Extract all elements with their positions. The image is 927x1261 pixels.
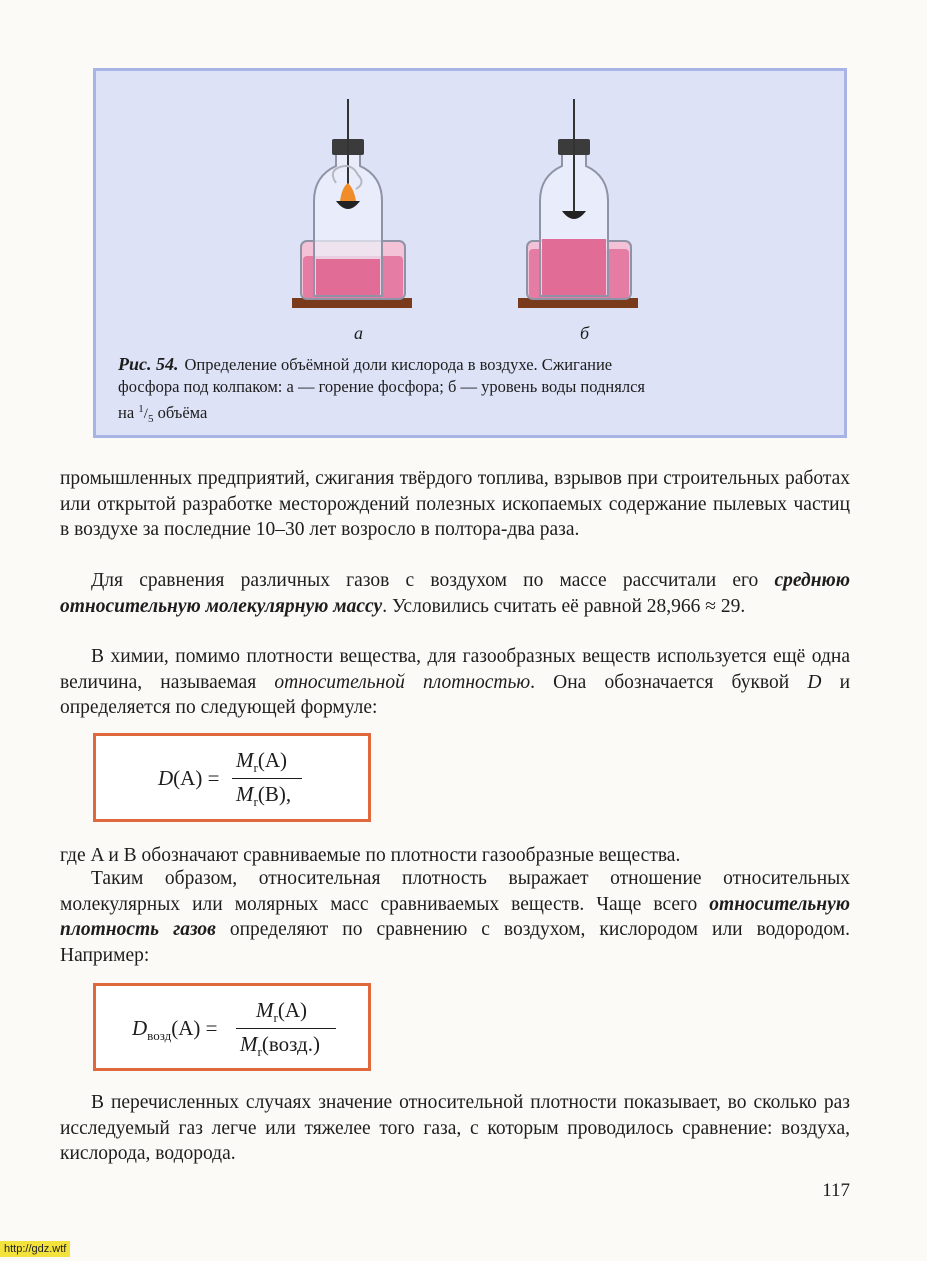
paragraph-6: В перечисленных случаях значение относительной плотности показывает, во сколько раз исследуемый газ легче или тяжелее того газа, с которым проводилось сравнение: воздуха, кислорода, водорода. xyxy=(60,1092,850,1164)
caption-line-2: фосфора под колпаком: а — горение фосфора; б — уровень воды поднялся xyxy=(118,377,645,396)
formula-box-1 xyxy=(93,733,371,822)
water-inside-b xyxy=(542,239,606,295)
formula-1-denominator: $M_r(B)$, xyxy=(236,782,292,810)
label-b: б xyxy=(580,323,590,343)
formula-2-numerator: $M_r(A)$ xyxy=(256,998,307,1026)
paragraph-5: Таким образом, относительная плотность выражает отношение относительных молекулярных или молярных масс сравниваемых веществ. Чаще всего относительную плотность газов определяют по сравнению с воздухом, кислородом или водородом. Например: xyxy=(60,868,850,966)
label-a: а xyxy=(354,323,363,343)
caption-line-3-suffix: объёма xyxy=(157,403,208,422)
figure-caption xyxy=(118,353,808,430)
apparatus-a xyxy=(292,99,412,308)
formula-1-numerator: $M_r(A)$ xyxy=(236,748,287,776)
formula-2-lhs: $D_{возд}(A)$ = xyxy=(132,1016,218,1044)
paragraph-1: промышленных предприятий, сжигания твёрдого топлива, взрывов при строительных работах или открытой разработке месторождений полезных ископаемых содержание пылевых частиц в воздухе за последние 10–30 лет возросло в полтора-два раза. xyxy=(60,468,850,540)
watermark-link[interactable]: http://gdz.wtf xyxy=(0,1241,70,1257)
water-inside-a xyxy=(316,259,380,295)
formula-1-lhs: D(A) = xyxy=(158,766,220,790)
paragraph-4: где A и B обозначают сравниваемые по плотности газообразные вещества. xyxy=(60,845,681,866)
figure-number: Рис. 54. xyxy=(118,354,179,374)
paragraph-3: В химии, помимо плотности вещества, для газообразных веществ используется ещё одна величина, называемая относительной плотностью. Она обозначается буквой D и определяется по следующей формуле: xyxy=(60,646,850,718)
page-number: 117 xyxy=(822,1180,850,1201)
caption-line-1: Определение объёмной доли кислорода в воздухе. Сжигание xyxy=(184,355,613,374)
term-relative-density: относительной плотностью xyxy=(274,671,531,693)
formula-1-fraction-line xyxy=(232,778,302,779)
formula-2-denominator: $M_r(возд.)$ xyxy=(240,1032,320,1060)
fraction-one-fifth: $^1/_5$ xyxy=(138,403,154,425)
paragraph-2: Для сравнения различных газов с воздухом по массе рассчитали его среднюю относительную молекулярную массу. Условились считать её равной 28,966 ≈ 29. xyxy=(60,570,850,617)
experiment-illustration xyxy=(96,71,844,351)
apparatus-b xyxy=(518,99,638,308)
term-avg-molar-mass: среднюю относительную молекулярную массу xyxy=(60,570,850,617)
caption-line-3-prefix: на xyxy=(118,403,135,422)
figure-54 xyxy=(93,68,847,438)
term-relative-gas-density: относительную плотность газов xyxy=(60,893,850,940)
formula-box-2 xyxy=(93,983,371,1071)
formula-2-fraction-line xyxy=(236,1028,336,1029)
